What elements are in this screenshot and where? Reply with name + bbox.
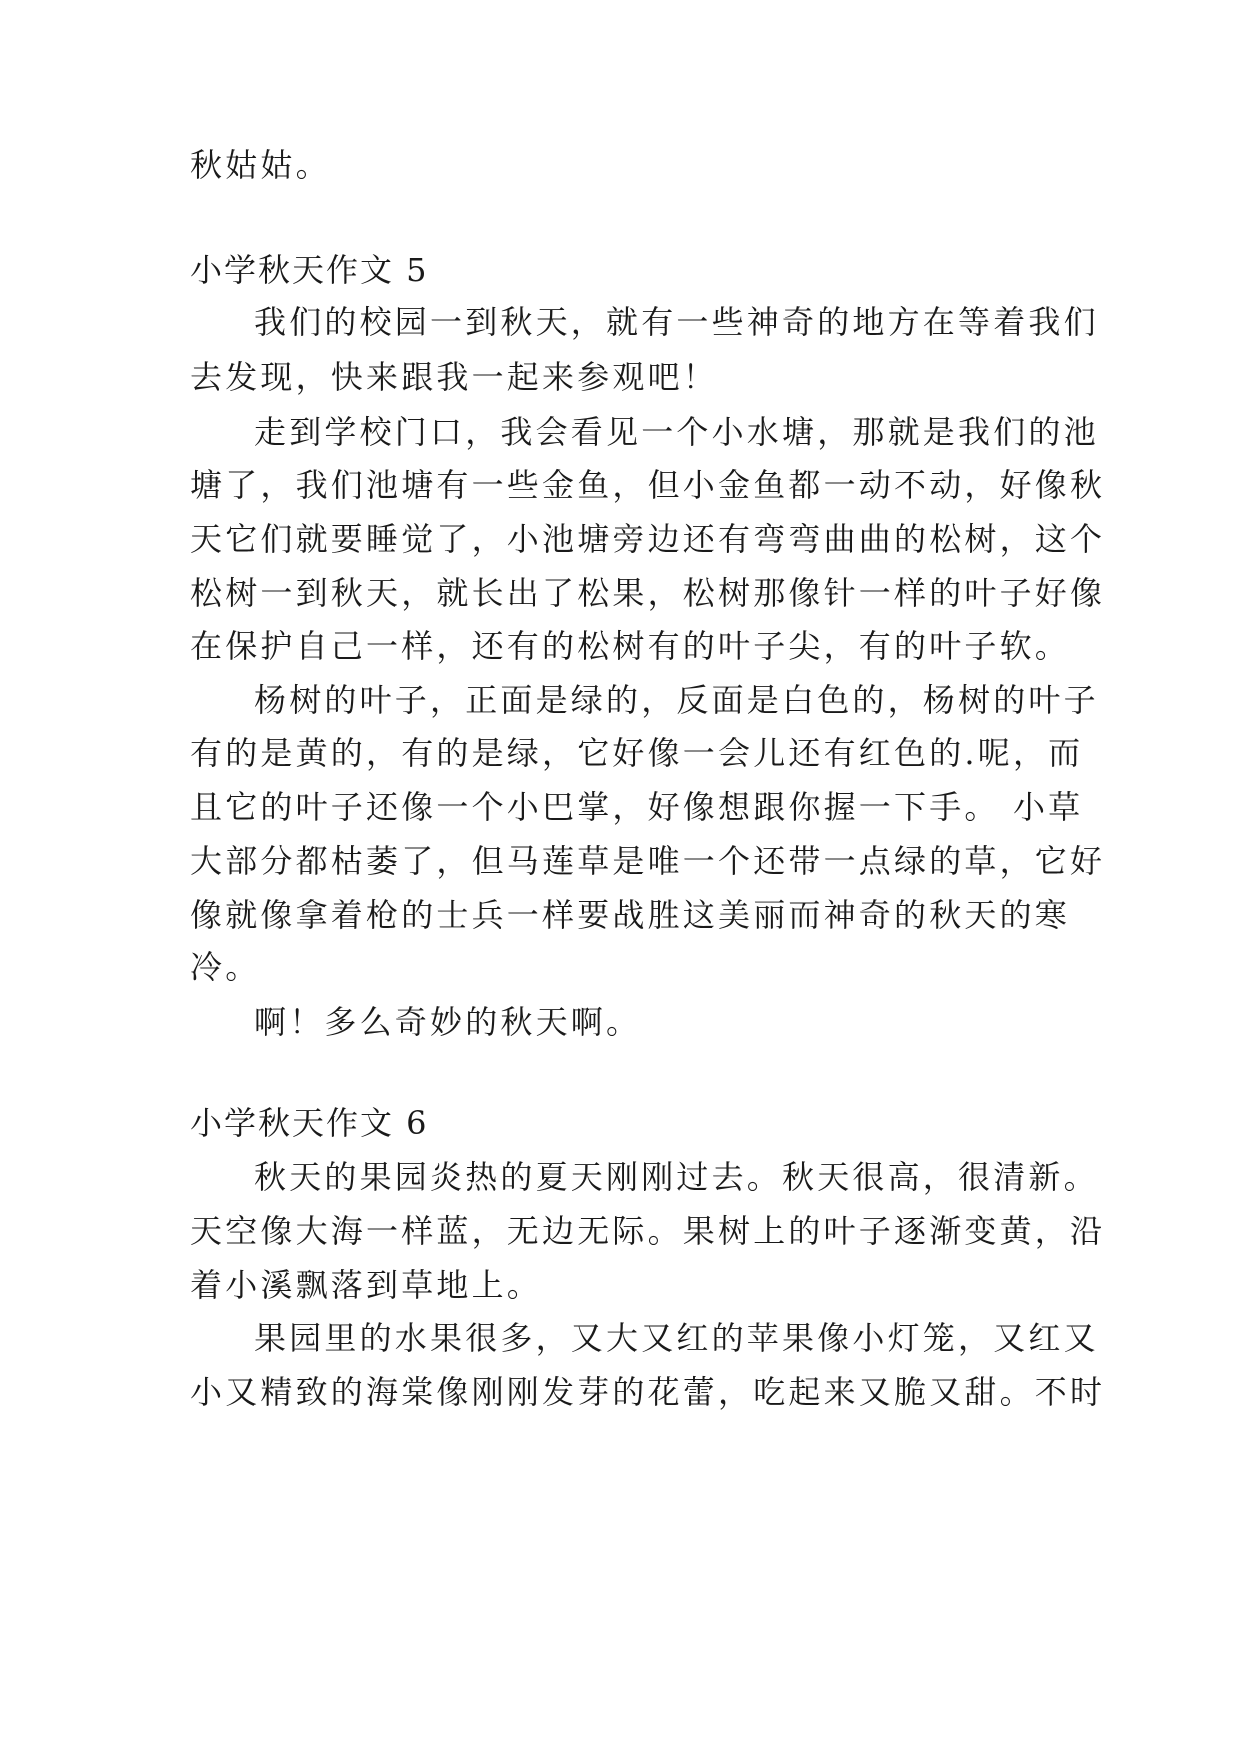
text-line: 秋姑姑。 <box>190 146 331 184</box>
paragraph-line: 像就像拿着枪的士兵一样要战胜这美丽而神奇的秋天的寒 <box>190 896 1071 934</box>
paragraph-line: 松树一到秋天，就长出了松果，松树那像针一样的叶子好像 <box>190 574 1106 612</box>
paragraph-line: 冷。 <box>190 948 261 986</box>
paragraph-line: 天它们就要睡觉了，小池塘旁边还有弯弯曲曲的松树，这个 <box>190 520 1106 558</box>
paragraph-line: 大部分都枯萎了，但马莲草是唯一个还带一点绿的草，它好 <box>190 842 1106 880</box>
section-heading-5: 小学秋天作文 5 <box>190 251 429 289</box>
paragraph-line: 杨树的叶子，正面是绿的，反面是白色的，杨树的叶子 <box>254 681 1099 719</box>
paragraph-line: 着小溪飘落到草地上。 <box>190 1266 543 1304</box>
paragraph-line: 去发现，快来跟我一起来参观吧！ <box>190 358 719 396</box>
paragraph-line: 塘了，我们池塘有一些金鱼，但小金鱼都一动不动，好像秋 <box>190 466 1106 504</box>
paragraph-line: 且它的叶子还像一个小巴掌，好像想跟你握一下手。 小草 <box>190 788 1084 826</box>
paragraph-line: 秋天的果园炎热的夏天刚刚过去。秋天很高，很清新。 <box>254 1158 1099 1196</box>
paragraph-line: 有的是黄的，有的是绿，它好像一会儿还有红色的.呢，而 <box>190 734 1084 772</box>
paragraph-line: 小又精致的海棠像刚刚发芽的花蕾，吃起来又脆又甜。不时 <box>190 1373 1106 1411</box>
paragraph-line: 果园里的水果很多，又大又红的苹果像小灯笼，又红又 <box>254 1319 1099 1357</box>
section-heading-6: 小学秋天作文 6 <box>190 1104 429 1142</box>
paragraph-line: 我们的校园一到秋天，就有一些神奇的地方在等着我们 <box>254 303 1099 341</box>
paragraph-line: 在保护自己一样，还有的松树有的叶子尖，有的叶子软。 <box>190 627 1071 665</box>
paragraph-line: 啊！多么奇妙的秋天啊。 <box>254 1003 642 1041</box>
paragraph-line: 走到学校门口，我会看见一个小水塘，那就是我们的池 <box>254 413 1099 451</box>
paragraph-line: 天空像大海一样蓝，无边无际。果树上的叶子逐渐变黄，沿 <box>190 1212 1106 1250</box>
